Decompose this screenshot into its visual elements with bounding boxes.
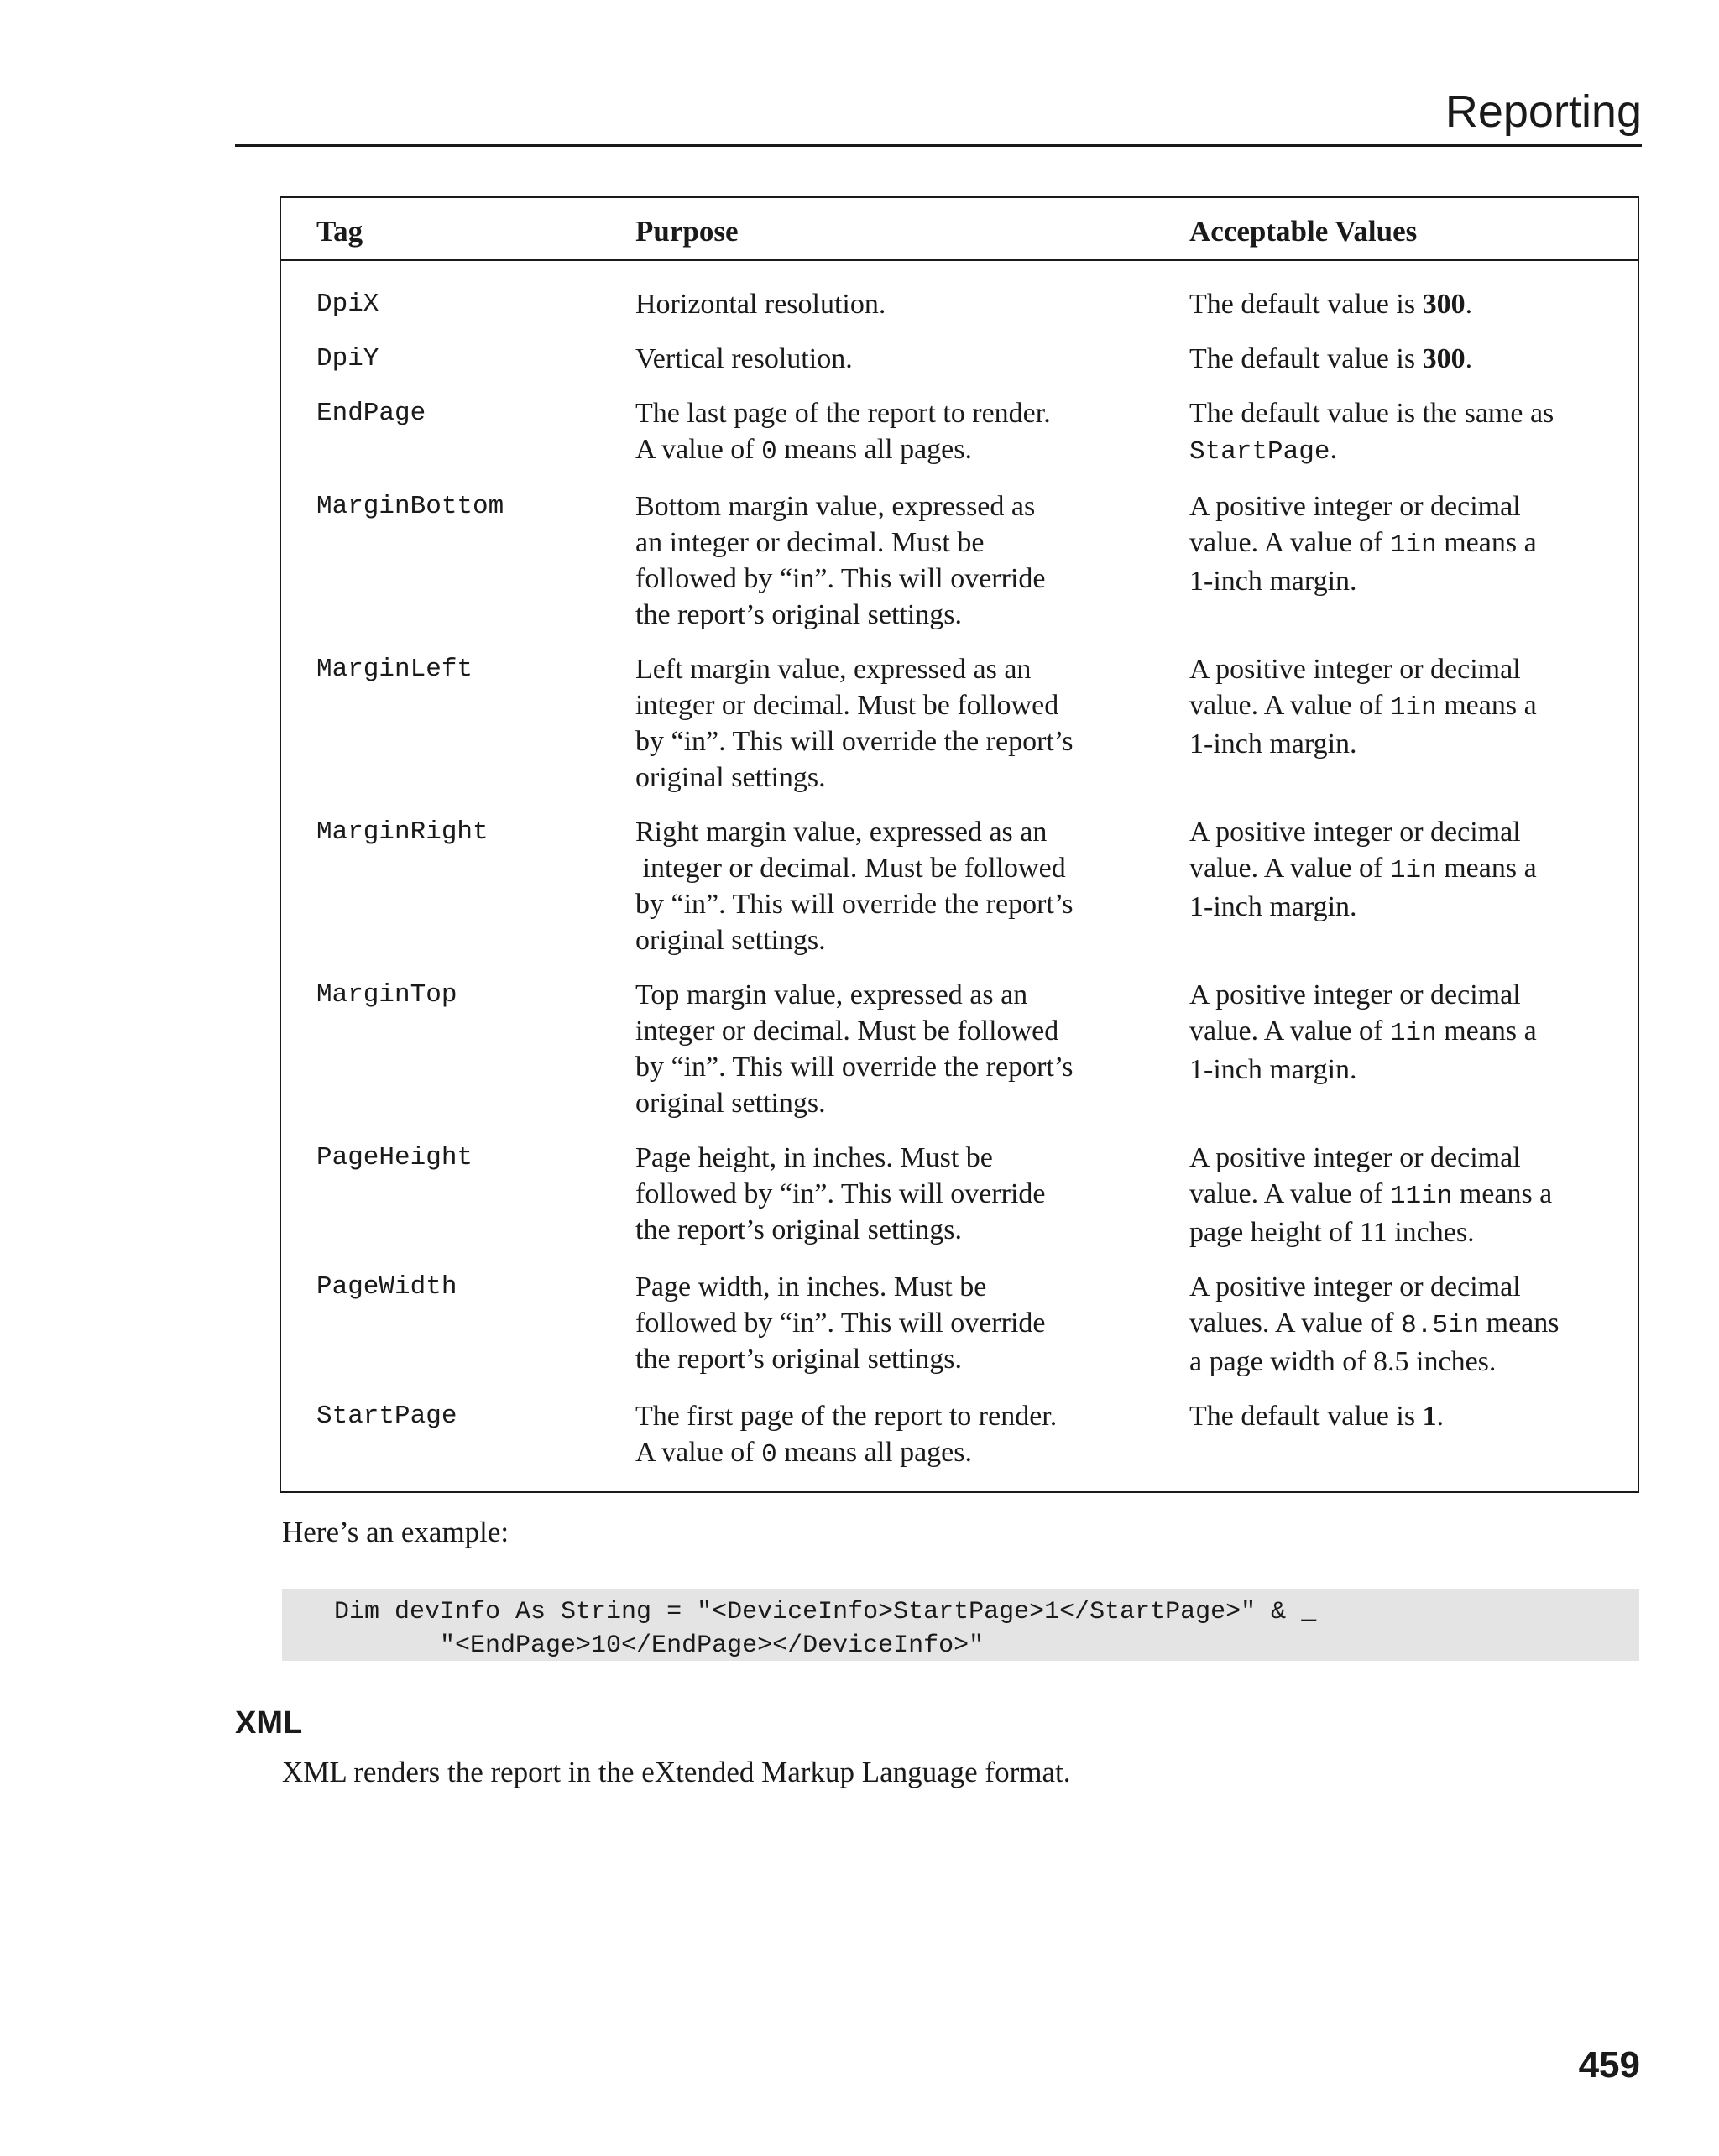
purpose-line: integer or decimal. Must be followed (635, 1015, 1059, 1047)
purpose-line: integer or decimal. Must be followed (635, 853, 1066, 884)
values-bold-value: 300 (1422, 289, 1466, 320)
table-row (280, 395, 1638, 488)
purpose-line: original settings. (635, 1088, 826, 1119)
values-text: . (1436, 1401, 1445, 1432)
values-line: 1-inch margin. (1189, 566, 1357, 597)
purpose-line: by “in”. This will override the report’s (635, 889, 1074, 920)
values-line: 1-inch margin. (1189, 1054, 1357, 1085)
acceptable-values-cell (1189, 395, 1638, 488)
purpose-line: by “in”. This will override the report’s (635, 1052, 1074, 1083)
values-text: . (1465, 289, 1473, 320)
purpose-line: an integer or decimal. Must be (635, 527, 985, 558)
purpose-text: means all pages. (776, 1437, 973, 1468)
purpose-cell (635, 1140, 1189, 1269)
purpose-cell (635, 814, 1189, 977)
section-body: XML renders the report in the eXtended Markup Language format. (282, 1756, 1071, 1788)
table-body (280, 260, 1638, 1492)
values-line (1189, 525, 1612, 563)
purpose-line: integer or decimal. Must be followed (635, 690, 1059, 721)
values-text: value. A value of (1189, 1178, 1390, 1209)
device-info-table (280, 196, 1639, 1493)
values-text: value. A value of (1189, 690, 1390, 721)
table-row (280, 977, 1638, 1140)
values-line: A positive integer or decimal (1189, 1142, 1521, 1173)
values-line: A positive integer or decimal (1189, 491, 1521, 522)
table-row (280, 260, 1638, 341)
purpose-cell (635, 341, 1189, 395)
purpose-line: The first page of the report to render. (635, 1401, 1058, 1432)
purpose-cell (635, 488, 1189, 651)
purpose-line: followed by “in”. This will override (635, 563, 1046, 594)
purpose-line: Vertical resolution. (635, 343, 853, 374)
values-text: values. A value of (1189, 1308, 1402, 1339)
acceptable-values-cell (1189, 488, 1638, 651)
section-heading: XML (235, 1705, 303, 1741)
table-row (280, 488, 1638, 651)
acceptable-values-cell (1189, 1398, 1638, 1492)
values-line: The default value is the same as (1189, 398, 1554, 429)
purpose-code-value: 0 (761, 1440, 777, 1470)
values-line (1189, 431, 1612, 470)
purpose-line: Page width, in inches. Must be (635, 1271, 987, 1302)
values-text: . (1330, 434, 1337, 465)
purpose-line: Top margin value, expressed as an (635, 979, 1028, 1010)
purpose-text: means all pages. (776, 434, 973, 465)
purpose-line: the report’s original settings. (635, 1214, 963, 1245)
purpose-line: Bottom margin value, expressed as (635, 491, 1036, 522)
values-code-value: 8.5in (1401, 1311, 1480, 1340)
values-code-value: 11in (1389, 1182, 1453, 1211)
table-row (280, 814, 1638, 977)
purpose-line: original settings. (635, 925, 826, 956)
values-code-value: 1in (1389, 856, 1437, 885)
values-text: means a (1436, 527, 1537, 558)
values-line (1189, 1013, 1612, 1052)
values-code-value: 1in (1389, 1019, 1437, 1048)
purpose-line: Right margin value, expressed as an (635, 817, 1048, 848)
tag-cell: MarginTop (316, 980, 457, 1010)
values-line (1189, 1305, 1612, 1344)
values-line: A positive integer or decimal (1189, 817, 1521, 848)
purpose-line: The last page of the report to render. (635, 398, 1051, 429)
values-code-value: 1in (1389, 530, 1437, 560)
table-row (280, 1398, 1638, 1492)
values-text: means a (1436, 1015, 1537, 1047)
tag-cell: DpiY (316, 344, 379, 373)
table-header-row (280, 197, 1638, 260)
values-line: a page width of 8.5 inches. (1189, 1346, 1497, 1377)
tag-cell: MarginLeft (316, 655, 473, 684)
purpose-line (635, 431, 1173, 470)
purpose-line: Page height, in inches. Must be (635, 1142, 993, 1173)
values-text: The default value is (1189, 289, 1423, 320)
values-line: A positive integer or decimal (1189, 979, 1521, 1010)
example-intro: Here’s an example: (282, 1516, 509, 1548)
purpose-cell (635, 1398, 1189, 1492)
column-header-purpose: Purpose (635, 197, 1189, 260)
table-row (280, 1269, 1638, 1398)
purpose-cell (635, 651, 1189, 814)
purpose-cell (635, 395, 1189, 488)
tag-cell: StartPage (316, 1402, 457, 1431)
values-text: means a (1452, 1178, 1553, 1209)
purpose-line: by “in”. This will override the report’s (635, 726, 1074, 757)
values-text: The default value is (1189, 1401, 1423, 1432)
values-text: value. A value of (1189, 527, 1390, 558)
tag-cell: DpiX (316, 290, 379, 319)
purpose-line: the report’s original settings. (635, 1344, 963, 1375)
values-text: value. A value of (1189, 1015, 1390, 1047)
values-bold-value: 1 (1422, 1401, 1437, 1432)
column-header-acceptable-values: Acceptable Values (1189, 197, 1638, 260)
purpose-line: original settings. (635, 762, 826, 793)
purpose-line: the report’s original settings. (635, 599, 963, 630)
purpose-line (635, 1434, 1173, 1473)
values-code-value: StartPage (1189, 437, 1330, 467)
purpose-line: Horizontal resolution. (635, 289, 886, 320)
values-code-value: 1in (1389, 693, 1437, 723)
column-header-tag: Tag (280, 197, 635, 260)
table-row (280, 651, 1638, 814)
values-line: 1-inch margin. (1189, 728, 1357, 760)
table-row (280, 341, 1638, 395)
acceptable-values-cell (1189, 1140, 1638, 1269)
acceptable-values-cell (1189, 651, 1638, 814)
acceptable-values-cell (1189, 1269, 1638, 1398)
values-line: A positive integer or decimal (1189, 1271, 1521, 1302)
acceptable-values-cell (1189, 341, 1638, 395)
running-header (235, 84, 1642, 147)
values-text: The default value is (1189, 343, 1423, 374)
values-line (1189, 286, 1612, 322)
values-line: A positive integer or decimal (1189, 654, 1521, 685)
code-example-box (282, 1589, 1639, 1661)
values-line (1189, 341, 1612, 377)
purpose-line: Left margin value, expressed as an (635, 654, 1032, 685)
page-number: 459 (1578, 2044, 1640, 2086)
tag-cell: MarginBottom (316, 492, 504, 521)
purpose-cell (635, 1269, 1189, 1398)
purpose-cell (635, 260, 1189, 341)
purpose-text: A value of (635, 434, 762, 465)
acceptable-values-cell (1189, 814, 1638, 977)
acceptable-values-cell (1189, 260, 1638, 341)
values-bold-value: 300 (1422, 343, 1466, 374)
values-line: 1-inch margin. (1189, 891, 1357, 922)
acceptable-values-cell (1189, 977, 1638, 1140)
values-line (1189, 687, 1612, 726)
tag-cell: MarginRight (316, 817, 489, 847)
values-text: means (1479, 1308, 1560, 1339)
tag-cell: PageHeight (316, 1143, 473, 1172)
code-example: Dim devInfo As String = "<DeviceInfo>StartPage>1</StartPage>" & _ "<EndPage>10</EndPage></DeviceInfo>" (334, 1598, 1317, 1660)
values-text: value. A value of (1189, 853, 1390, 884)
values-text: . (1465, 343, 1473, 374)
purpose-line: followed by “in”. This will override (635, 1178, 1046, 1209)
values-line (1189, 1398, 1612, 1434)
values-line (1189, 850, 1612, 889)
table-row (280, 1140, 1638, 1269)
values-text: means a (1436, 690, 1537, 721)
tag-cell: EndPage (316, 399, 426, 428)
purpose-text: A value of (635, 1437, 762, 1468)
purpose-line: followed by “in”. This will override (635, 1308, 1046, 1339)
values-text: means a (1436, 853, 1537, 884)
running-header-title: Reporting (1445, 86, 1642, 137)
purpose-code-value: 0 (761, 437, 777, 467)
purpose-cell (635, 977, 1189, 1140)
values-line (1189, 1176, 1612, 1214)
values-line: page height of 11 inches. (1189, 1217, 1475, 1248)
tag-cell: PageWidth (316, 1272, 457, 1302)
